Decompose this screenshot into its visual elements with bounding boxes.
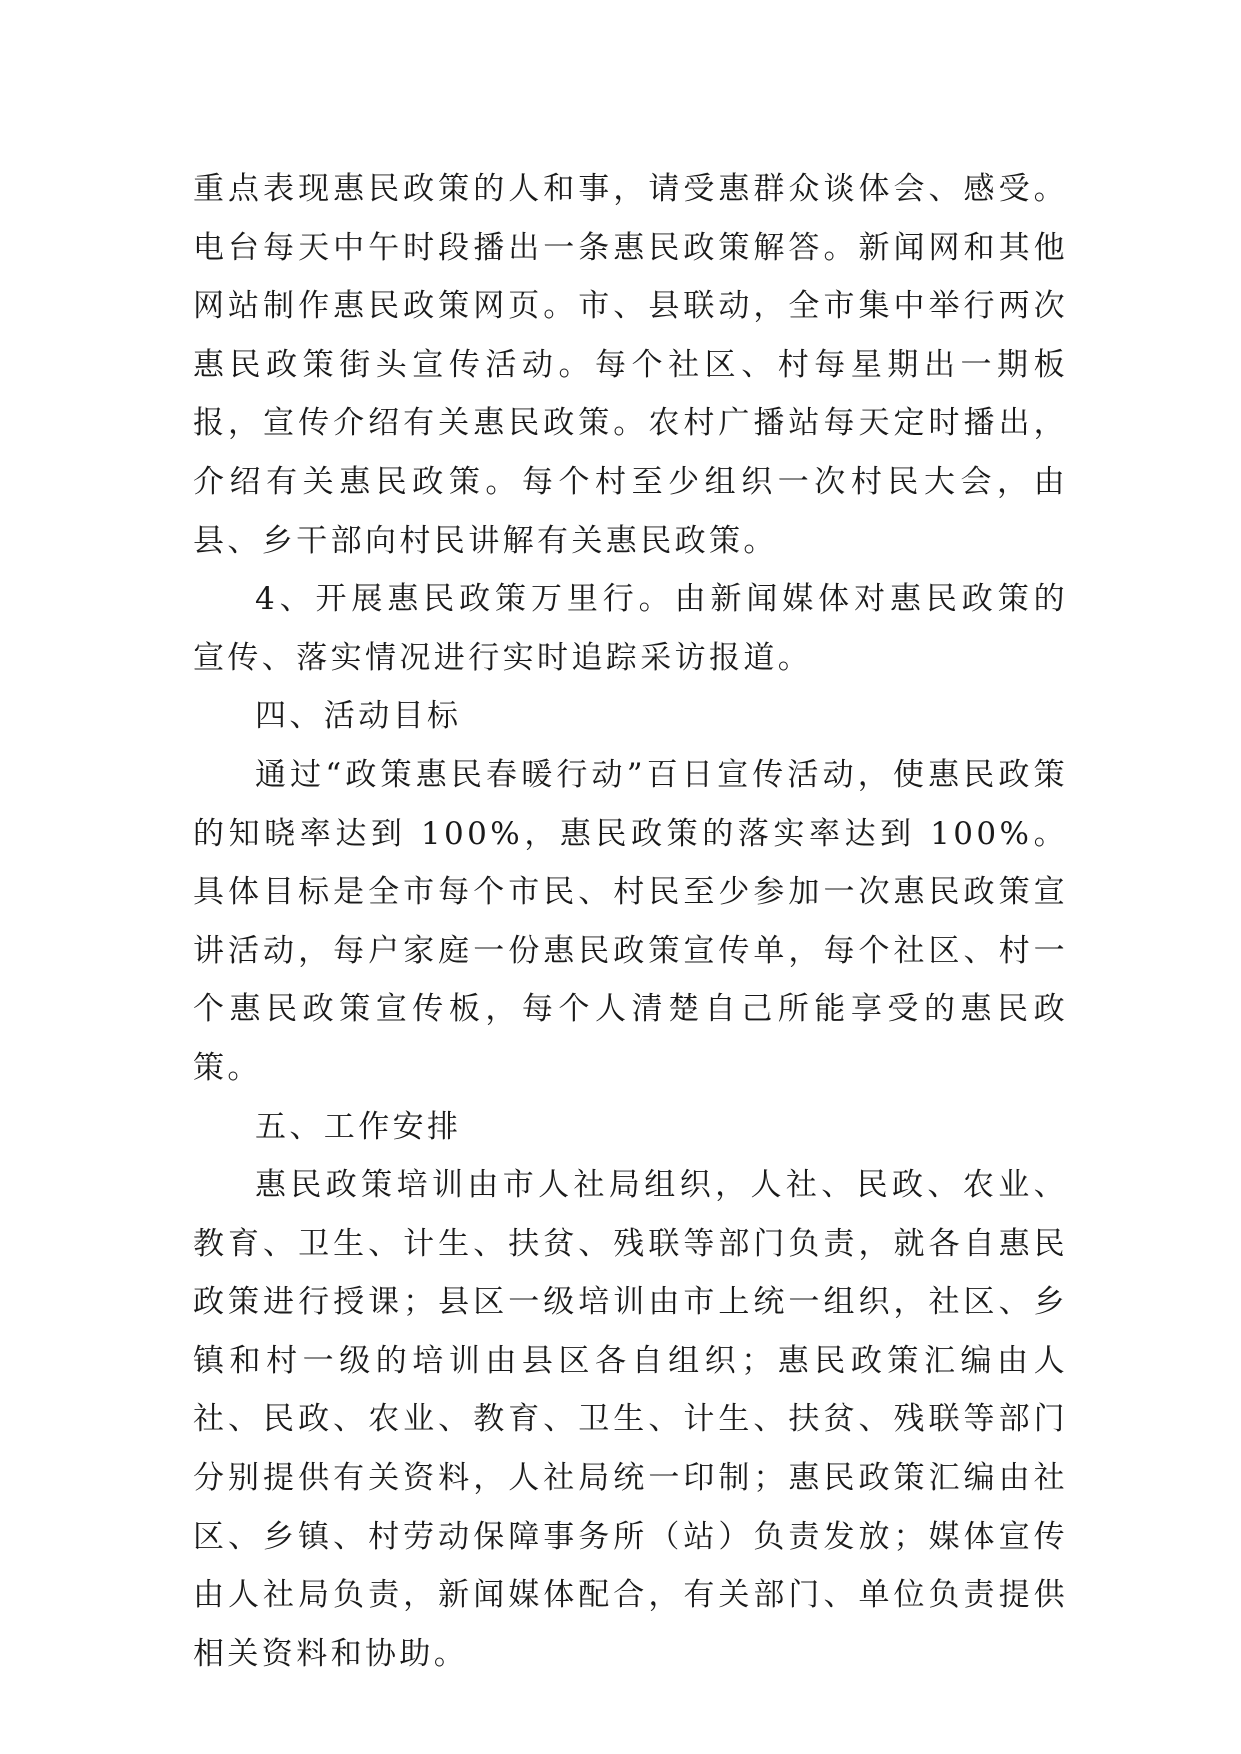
paragraph-continuation: 重点表现惠民政策的人和事，请受惠群众谈体会、感受。电台每天中午时段播出一条惠民政策解答。新闻网和其他网站制作惠民政策网页。市、县联动，全市集中举行两次惠民政策街头宣传活动。每个社区、村每星期出一期板报，宣传介绍有关惠民政策。农村广播站每天定时播出，介绍有关惠民政策。每个村至少组织一次村民大会，由县、乡干部向村民讲解有关惠民政策。 [193,171,1068,559]
section-heading-arrangement: 五、工作安排 [255,1108,462,1145]
paragraph-arrangement: 惠民政策培训由市人社局组织，人社、民政、农业、教育、卫生、计生、扶贫、残联等部门负责，就各自惠民政策进行授课；县区一级培训由市上统一组织，社区、乡镇和村一级的培训由县区各自组织；惠民政策汇编由人社、民政、农业、教育、卫生、计生、扶贫、残联等部门分别提供有关资料，人社局统一印制；惠民政策汇编由社区、乡镇、村劳动保障事务所（站）负责发放；媒体宣传由人社局负责，新闻媒体配合，有关部门、单位负责提供相关资料和协助。 [193,1167,1068,1672]
paragraph-item-4: 4、开展惠民政策万里行。由新闻媒体对惠民政策的宣传、落实情况进行实时追踪采访报道。 [193,581,1068,676]
document-body [193,160,1068,1683]
section-heading-goals: 四、活动目标 [255,698,462,735]
paragraph-goals: 通过“政策惠民春暖行动”百日宣传活动，使惠民政策的知晓率达到 100%，惠民政策的落实率达到 100%。具体目标是全市每个市民、村民至少参加一次惠民政策宣讲活动，每户家庭一份惠民政策宣传单，每个社区、村一个惠民政策宣传板，每个人清楚自己所能享受的惠民政策。 [193,756,1068,1086]
